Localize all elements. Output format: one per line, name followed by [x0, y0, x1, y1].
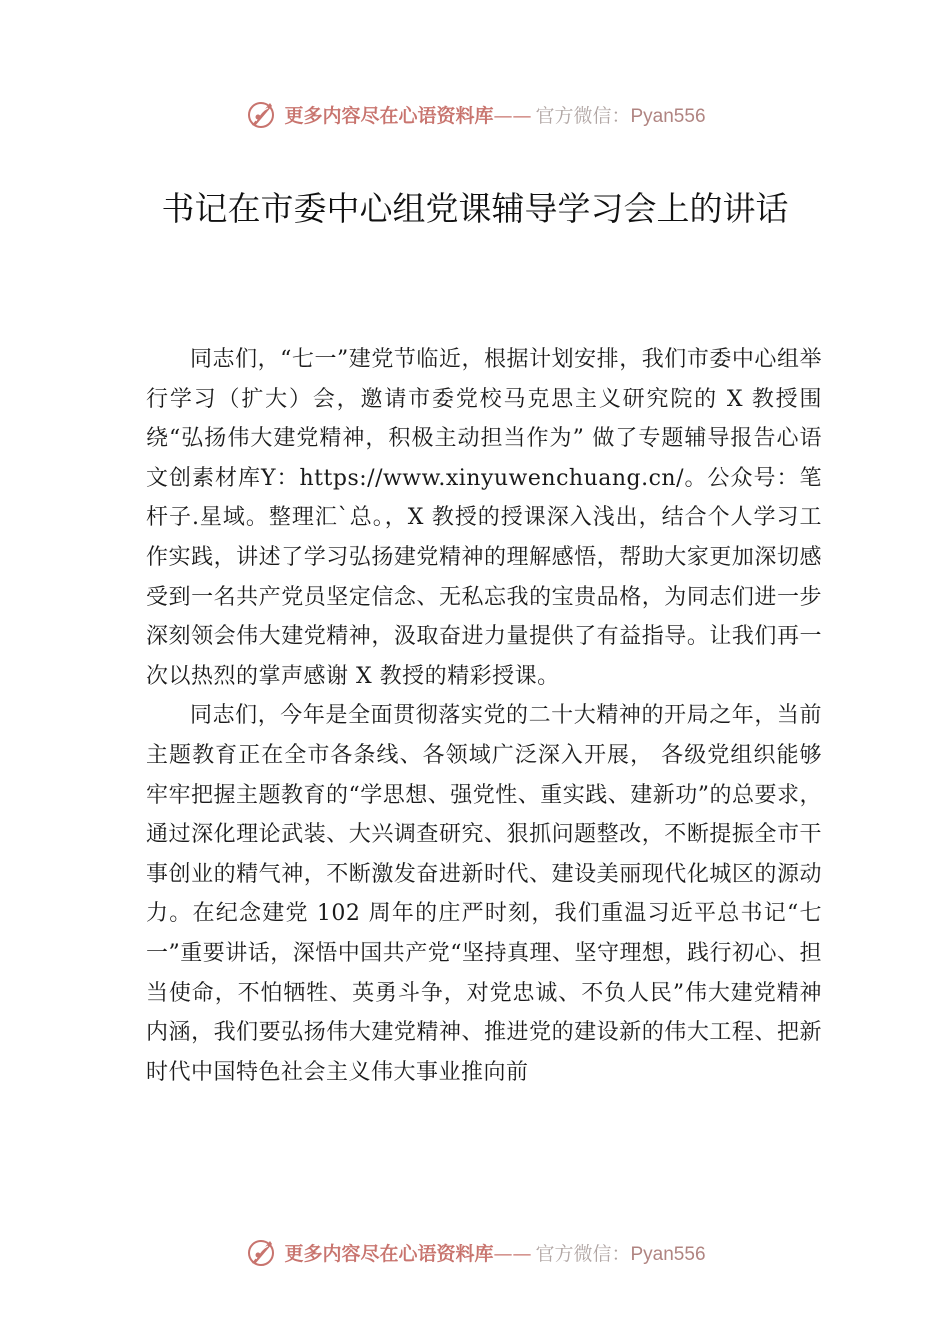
banner-handle: Pyan556: [630, 1243, 706, 1265]
paragraph-2: 同志们，今年是全面贯彻落实党的二十大精神的开局之年，当前主题教育正在全市各条线、各领域广泛深入开展， 各级党组织能够牢牢把握主题教育的“学思想、强党性、重实践、建新功”的总要求，通过深化理论武装、大兴调查研究、狠抓问题整改，不断提振全市干事创业的精气神，不断激发奋进新时代、建设美丽现代化城区的源动力。在纪念建党 102 周年的庄严时刻，我们重温习近平总书记“七一”重要讲话，深悟中国共产党“坚持真理、坚守理想，践行初心、担当使命，不怕牺牲、英勇斗争，对党忠诚、不负人民”伟大建党精神内涵，我们要弘扬伟大建党精神、推进党的建设新的伟大工程、把新时代中国特色社会主义伟大事业推向前: [146, 703, 822, 1085]
banner-handle: Pyan556: [630, 105, 706, 127]
document-title: 书记在市委中心组党课辅导学习会上的讲话: [161, 189, 789, 228]
banner-text: [284, 101, 705, 128]
banner-dash: ——: [493, 1242, 532, 1265]
banner-text: [284, 1239, 705, 1266]
banner-wechat-label: 官方微信：: [535, 1242, 631, 1265]
banner-dash: ——: [493, 104, 532, 127]
banner-wechat-label: 官方微信：: [535, 104, 631, 127]
banner-brand: 更多内容尽在心语资料库: [284, 104, 494, 127]
quill-pen-seal-icon: [244, 1235, 278, 1269]
banner-brand: 更多内容尽在心语资料库: [284, 1242, 494, 1265]
document-body: [146, 340, 822, 1092]
footer-banner: [0, 1232, 950, 1272]
paragraph-1: 同志们，“七一”建党节临近，根据计划安排，我们市委中心组举行学习（扩大）会，邀请市委党校马克思主义研究院的 X 教授围绕“弘扬伟大建党精神，积极主动担当作为” 做了专题辅导报告心语文创素材库Y：https://www.xinyuwenchuang.cn/。公众号：笔杆子.星域。整理汇`总。，X 教授的授课深入浅出，结合个人学习工作实践，讲述了学习弘扬建党精神的理解感悟，帮助大家更加深切感受到一名共产党员坚定信念、无私忘我的宝贵品格，为同志们进一步深刻领会伟大建党精神，汲取奋进力量提供了有益指导。让我们再一次以热烈的掌声感谢 X 教授的精彩授课。: [146, 347, 822, 689]
header-banner: [0, 94, 950, 134]
quill-pen-seal-icon: [244, 97, 278, 131]
